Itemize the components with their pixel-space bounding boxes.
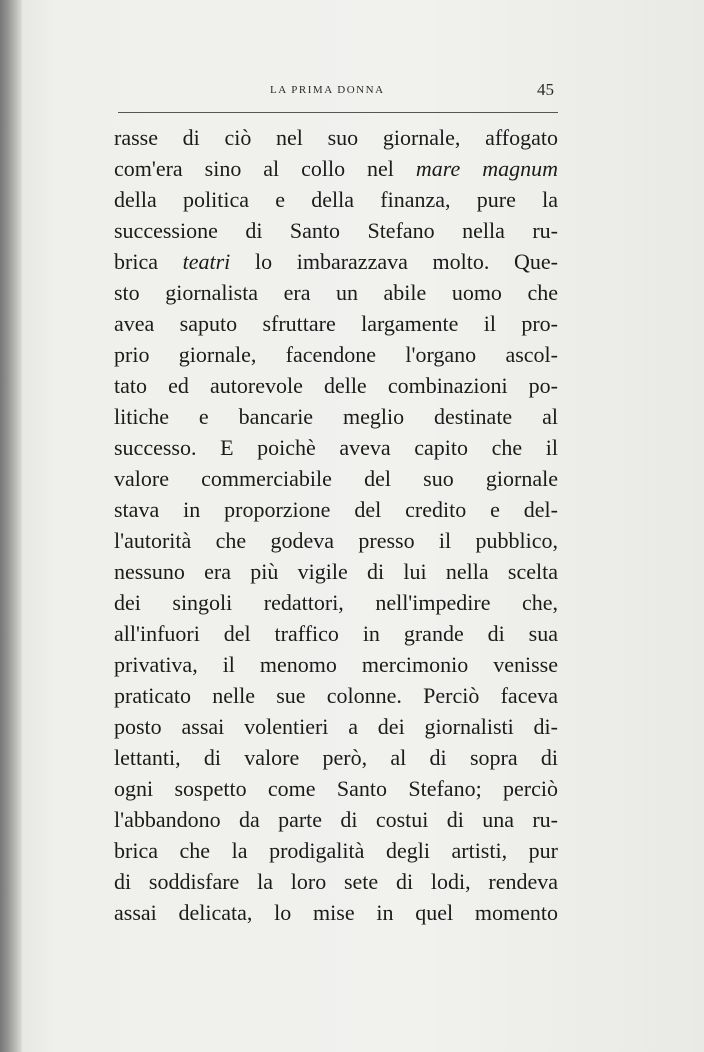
page-number: 45 [537, 80, 554, 99]
text-segment: litiche e bancarie meglio destinate al [114, 404, 558, 429]
text-line [114, 277, 558, 308]
text-line [114, 215, 558, 246]
text-line [114, 897, 558, 928]
text-segment: praticato nelle sue colonne. Perciò faceva [114, 683, 558, 708]
text-line [114, 463, 558, 494]
text-line [114, 680, 558, 711]
text-segment: posto assai volentieri a dei giornalisti di- [114, 714, 558, 739]
text-segment: ogni sospetto come Santo Stefano; perciò [114, 776, 558, 801]
text-segment: prio giornale, facendone l'organo ascol- [114, 342, 558, 367]
text-line [114, 308, 558, 339]
text-segment: successione di Santo Stefano nella ru- [114, 218, 558, 243]
running-title: LA PRIMA DONNA [270, 84, 385, 96]
text-line [114, 494, 558, 525]
book-spine-shadow [0, 0, 22, 1052]
text-segment: brica che la prodigalità degli artisti, pur [114, 838, 558, 863]
text-line [114, 246, 558, 277]
text-segment: tato ed autorevole delle combinazioni po- [114, 373, 558, 398]
text-line [114, 742, 558, 773]
text-segment: l'abbandono da parte di costui di una ru- [114, 807, 558, 832]
text-line [114, 432, 558, 463]
text-segment: successo. E poichè aveva capito che il [114, 435, 558, 460]
text-segment: della politica e della finanza, pure la [114, 187, 558, 212]
text-segment: rasse di ciò nel suo giornale, affogato [114, 125, 558, 150]
text-segment: assai delicata, lo mise in quel momento [114, 900, 558, 925]
text-line [114, 711, 558, 742]
text-line [114, 773, 558, 804]
text-line [114, 556, 558, 587]
text-line [114, 866, 558, 897]
text-line [114, 184, 558, 215]
text-line [114, 587, 558, 618]
text-segment: di soddisfare la loro sete di lodi, rendeva [114, 869, 558, 894]
text-segment: brica [114, 249, 183, 274]
text-segment: com'era sino al collo nel [114, 156, 416, 181]
text-segment: dei singoli redattori, nell'impedire che, [114, 590, 558, 615]
text-segment: valore commerciabile del suo giornale [114, 466, 558, 491]
text-line [114, 618, 558, 649]
text-segment: all'infuori del traffico in grande di sua [114, 621, 558, 646]
text-segment: privativa, il menomo mercimonio venisse [114, 652, 558, 677]
text-segment: lo imbarazzava molto. Que- [230, 249, 558, 274]
text-line [114, 153, 558, 184]
text-line [114, 401, 558, 432]
body-text [114, 122, 558, 928]
text-line [114, 649, 558, 680]
text-line [114, 339, 558, 370]
text-line [114, 122, 558, 153]
text-segment: mare magnum [415, 156, 558, 181]
text-segment: avea saputo sfruttare largamente il pro- [114, 311, 558, 336]
text-segment: l'autorità che godeva presso il pubblico, [114, 528, 558, 553]
page-header [118, 80, 556, 103]
text-segment: teatri [182, 249, 231, 274]
text-line [114, 835, 558, 866]
text-segment: nessuno era più vigile di lui nella scelta [114, 559, 558, 584]
text-line [114, 525, 558, 556]
text-segment: lettanti, di valore però, al di sopra di [114, 745, 558, 770]
text-segment: sto giornalista era un abile uomo che [114, 280, 558, 305]
text-segment: stava in proporzione del credito e del- [114, 497, 558, 522]
text-line [114, 370, 558, 401]
header-rule [118, 112, 558, 113]
text-line [114, 804, 558, 835]
